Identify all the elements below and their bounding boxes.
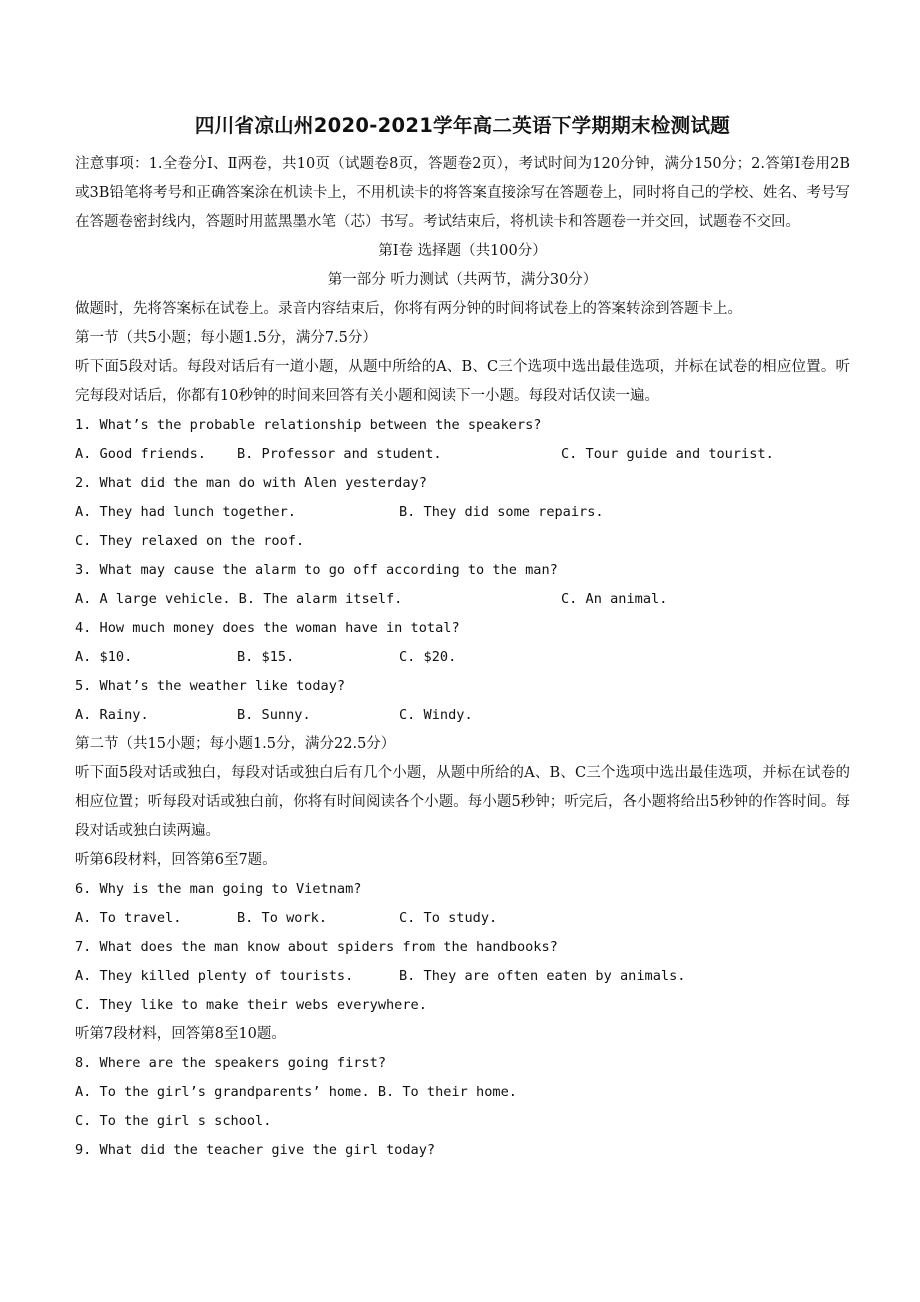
question-6-stem: 6. Why is the man going to Vietnam? [75, 881, 362, 897]
question-9-stem: 9. What did the teacher give the girl today? [75, 1142, 436, 1158]
question-1-options [75, 440, 850, 469]
q2-option-b: B. They did some repairs. [399, 504, 604, 520]
q4-option-c: C. $20. [399, 649, 457, 665]
q5-option-b: B. Sunny. [237, 707, 311, 723]
question-2-options [75, 498, 850, 527]
q7-option-b: B. They are often eaten by animals. [399, 968, 686, 984]
question-3-stem: 3. What may cause the alarm to go off according to the man? [75, 562, 558, 578]
q1-option-c: C. Tour guide and tourist. [561, 446, 774, 462]
question-4-stem: 4. How much money does the woman have in total? [75, 620, 460, 636]
q7-option-c: C. They like to make their webs everywhere. [75, 997, 427, 1013]
q8-option-c: C. To the girl s school. [75, 1113, 272, 1129]
part1-instruction: 做题时，先将答案标在试卷上。录音内容结束后，你将有两分钟的时间将试卷上的答案转涂到答题卡上。 [75, 301, 742, 317]
volume1-heading: 第Ⅰ卷 选择题（共100分） [378, 243, 547, 259]
question-2-stem: 2. What did the man do with Alen yesterday? [75, 475, 427, 491]
question-7-options [75, 962, 850, 991]
q3-option-ab: A. A large vehicle. B. The alarm itself. [75, 591, 403, 607]
page-title: 四川省凉山州2020-2021学年高二英语下学期期末检测试题 [194, 114, 731, 137]
q5-option-c: C. Windy. [399, 707, 473, 723]
notice-text: 注意事项：1.全卷分Ⅰ、Ⅱ两卷，共10页（试题卷8页，答题卷2页），考试时间为120分钟，满分150分；2.答第Ⅰ卷用2B或3B铅笔将考号和正确答案涂在机读卡上，不用机读卡的将答案直接涂写在答题卷上，同时将自己的学校、姓名、考号写在答题卷密封线内，答题时用蓝黑墨水笔（芯）书写。考试结束后，将机读卡和答题卷一并交回，试题卷不交回。 [75, 156, 850, 230]
q7-option-a: A. They killed plenty of tourists. [75, 968, 354, 984]
q4-option-b: B. $15. [237, 649, 295, 665]
question-4-options [75, 643, 850, 672]
question-7-stem: 7. What does the man know about spiders from the handbooks? [75, 939, 558, 955]
question-1-stem: 1. What’s the probable relationship between the speakers? [75, 417, 542, 433]
q5-option-a: A. Rainy. [75, 707, 149, 723]
part1-heading: 第一部分 听力测试（共两节，满分30分） [327, 272, 598, 288]
section2-heading: 第二节（共15小题；每小题1.5分，满分22.5分） [75, 736, 396, 752]
q6-option-c: C. To study. [399, 910, 498, 926]
question-5-options [75, 701, 850, 730]
q1-option-a: A. Good friends. [75, 446, 206, 462]
section1-instruction: 听下面5段对话。每段对话后有一道小题，从题中所给的A、B、C三个选项中选出最佳选项，并标在试卷的相应位置。听完每段对话后，你都有10秒钟的时间来回答有关小题和阅读下一小题。每段对话仅读一遍。 [75, 359, 850, 404]
section2-instruction: 听下面5段对话或独白，每段对话或独白后有几个小题，从题中所给的A、B、C三个选项中选出最佳选项，并标在试卷的相应位置；听每段对话或独白前，你将有时间阅读各个小题。每小题5秒钟；听完后，各小题将给出5秒钟的作答时间。每段对话或独白读两遍。 [75, 765, 850, 839]
section1-heading: 第一节（共5小题；每小题1.5分，满分7.5分） [75, 330, 377, 346]
q1-option-b: B. Professor and student. [237, 446, 442, 462]
material-7-heading: 听第7段材料，回答第8至10题。 [75, 1026, 286, 1042]
q2-option-a: A. They had lunch together. [75, 504, 296, 520]
question-8-stem: 8. Where are the speakers going first? [75, 1055, 386, 1071]
q2-option-c: C. They relaxed on the roof. [75, 533, 305, 549]
q4-option-a: A. $10. [75, 649, 133, 665]
q6-option-a: A. To travel. [75, 910, 182, 926]
material-6-heading: 听第6段材料，回答第6至7题。 [75, 852, 277, 868]
q6-option-b: B. To work. [237, 910, 328, 926]
q3-option-c: C. An animal. [561, 591, 668, 607]
question-6-options [75, 904, 850, 933]
q8-option-ab: A. To the girl’s grandparents’ home. B. To their home. [75, 1084, 517, 1100]
question-5-stem: 5. What’s the weather like today? [75, 678, 346, 694]
question-3-options [75, 585, 850, 614]
